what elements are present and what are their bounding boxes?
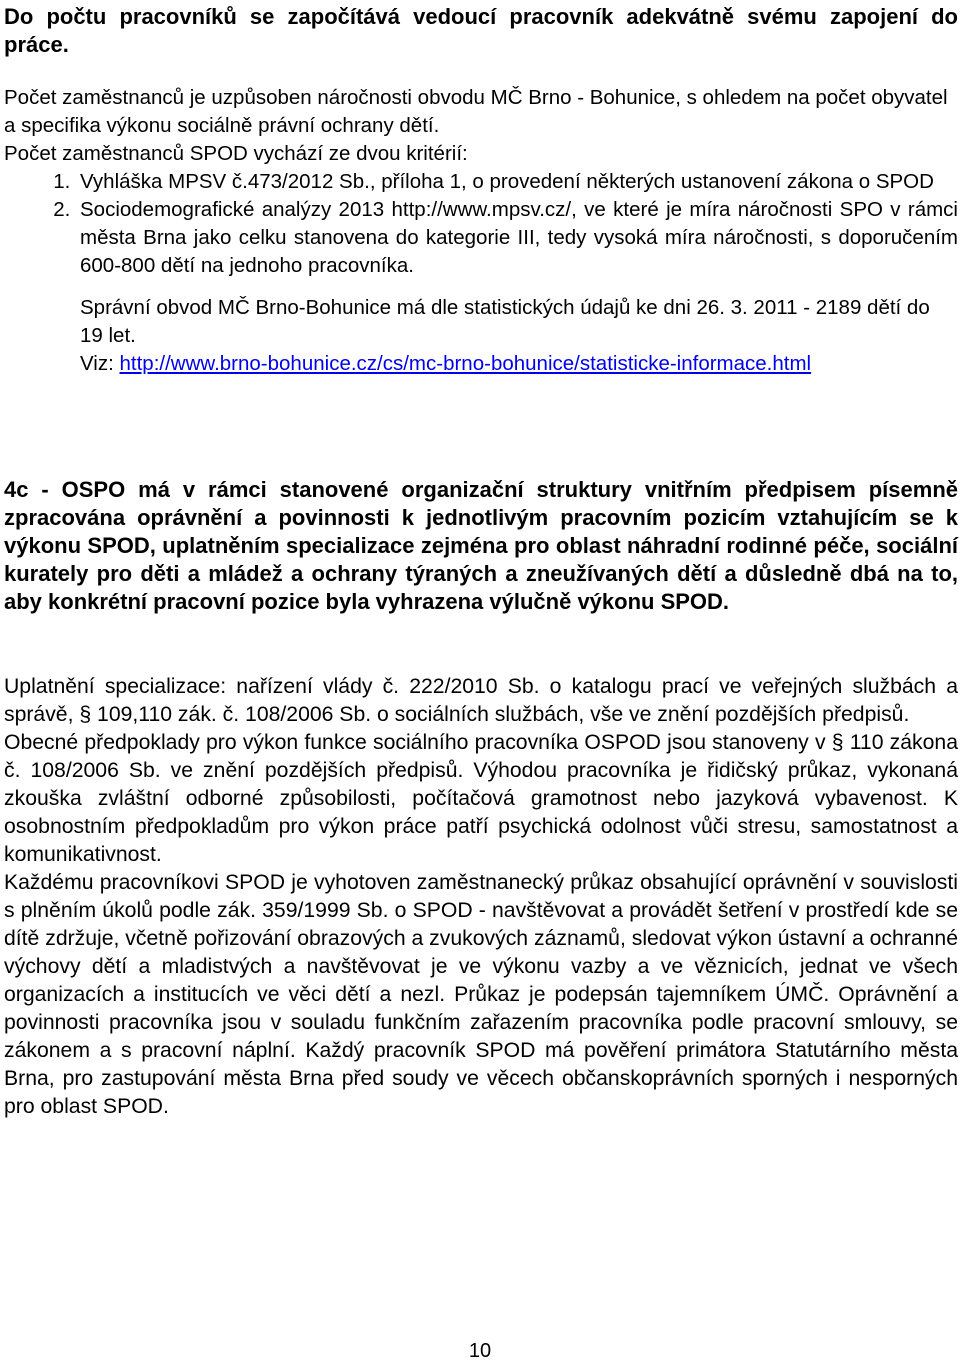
page-number: 10 [468, 1340, 492, 1362]
id-card-paragraph: Každému pracovníkovi SPOD je vyhotoven zaměstnanecký průkaz obsahující oprávnění v souvislosti s plněním úkolů podle zák. 359/1999 Sb. o SPOD - navštěvovat a provádět šetření v prostředí kde se dítě zdržuje, včetně pořizování obrazových a zvukových záznamů, sledovat výkon ústavní a ochranné výchovy dětí a mladistvých a navštěvovat je ve výkonu vazby a ve věznicích, jednat ve všech organizacích a institucích ve věci dětí a nezl. Průkaz je podepsán tajemníkem ÚMČ. Oprávnění a povinnosti pracovníka jsou v souladu funkčním zařazením pracovníka podle pracovní smlouvy, se zákonem a s pracovní náplní. Každý pracovník SPOD má pověření primátora Statutárního města Brna, pro zastupování města Brna před soudy ve věcech občanskoprávních sporných i nesporných pro oblast SPOD. [4, 871, 958, 1118]
criteria-item-2: 2. Sociodemografické analýzy 2013 http://www.mpsv.cz/, ve které je míra náročnosti SPO v rámci města Brna jako celku stanovena do kategorie III, tedy vysoká míra náročnosti, s doporučením 600-800 dětí na jednoho pracovníka. [76, 196, 958, 280]
intro-bold-paragraph: Do počtu pracovníků se započítává vedoucí pracovník adekvátně svému zapojení do práce. [4, 4, 958, 57]
spacer [4, 280, 958, 294]
stats-paragraph: Správní obvod MČ Brno-Bohunice má dle statistických údajů ke dni 26. 3. 2011 - 2189 dětí do 19 let. [80, 296, 930, 347]
criteria-item-1: 1. Vyhláška MPSV č.473/2012 Sb., příloha 1, o provedení některých ustanovení zákona o SPOD [76, 168, 958, 196]
criteria-list [4, 168, 958, 280]
requirements-paragraph: Obecné předpoklady pro výkon funkce sociálního pracovníka OSPOD jsou stanoveny v § 110 zákona č. 108/2006 Sb. ve znění pozdějších předpisů. Výhodou pracovníka je řidičský průkaz, vykonaná zkouška zvláštní odborné způsobilosti, počítačová gramotnost nebo jazyková vybavenost. K osobnostním předpokladům pro výkon práce patří psychická odolnost vůči stresu, samostatnost a komunikativnost. [4, 731, 958, 866]
specialization-paragraph: Uplatnění specializace: nařízení vlády č. 222/2010 Sb. o katalogu prací ve veřejných službách a správě, § 109,110 zák. č. 108/2006 Sb. o sociálních službách, vše ve znění pozdějších předpisů. [4, 675, 958, 726]
section-4c-heading: 4c - OSPO má v rámci stanovené organizační struktury vnitřním předpisem písemně zpracována oprávnění a povinnosti k jednotlivým pracovním pozicím vztahujícím se k výkonu SPOD, uplatněním specializace zejména pro oblast náhradní rodinné péče, sociální kurately pro děti a mládež a ochrany týraných a zneužívaných dětí a důsledně dbá na to, aby konkrétní pracovní pozice byla vyhrazena výlučně výkonu SPOD. [4, 477, 958, 614]
specialization-section [4, 673, 958, 1121]
staffing-section [4, 84, 958, 378]
staffing-paragraph: Počet zaměstnanců je uzpůsoben náročnosti obvodu MČ Brno - Bohunice, s ohledem na počet obyvatel a specifika výkonu sociálně právní ochrany dětí. [4, 86, 948, 137]
viz-label: Viz: [80, 352, 114, 375]
viz-line [4, 350, 958, 378]
statistics-link[interactable]: http://www.brno-bohunice.cz/cs/mc-brno-bohunice/statisticke-informace.html [119, 352, 812, 375]
criteria-intro: Počet zaměstnanců SPOD vychází ze dvou kritérií: [4, 142, 468, 165]
